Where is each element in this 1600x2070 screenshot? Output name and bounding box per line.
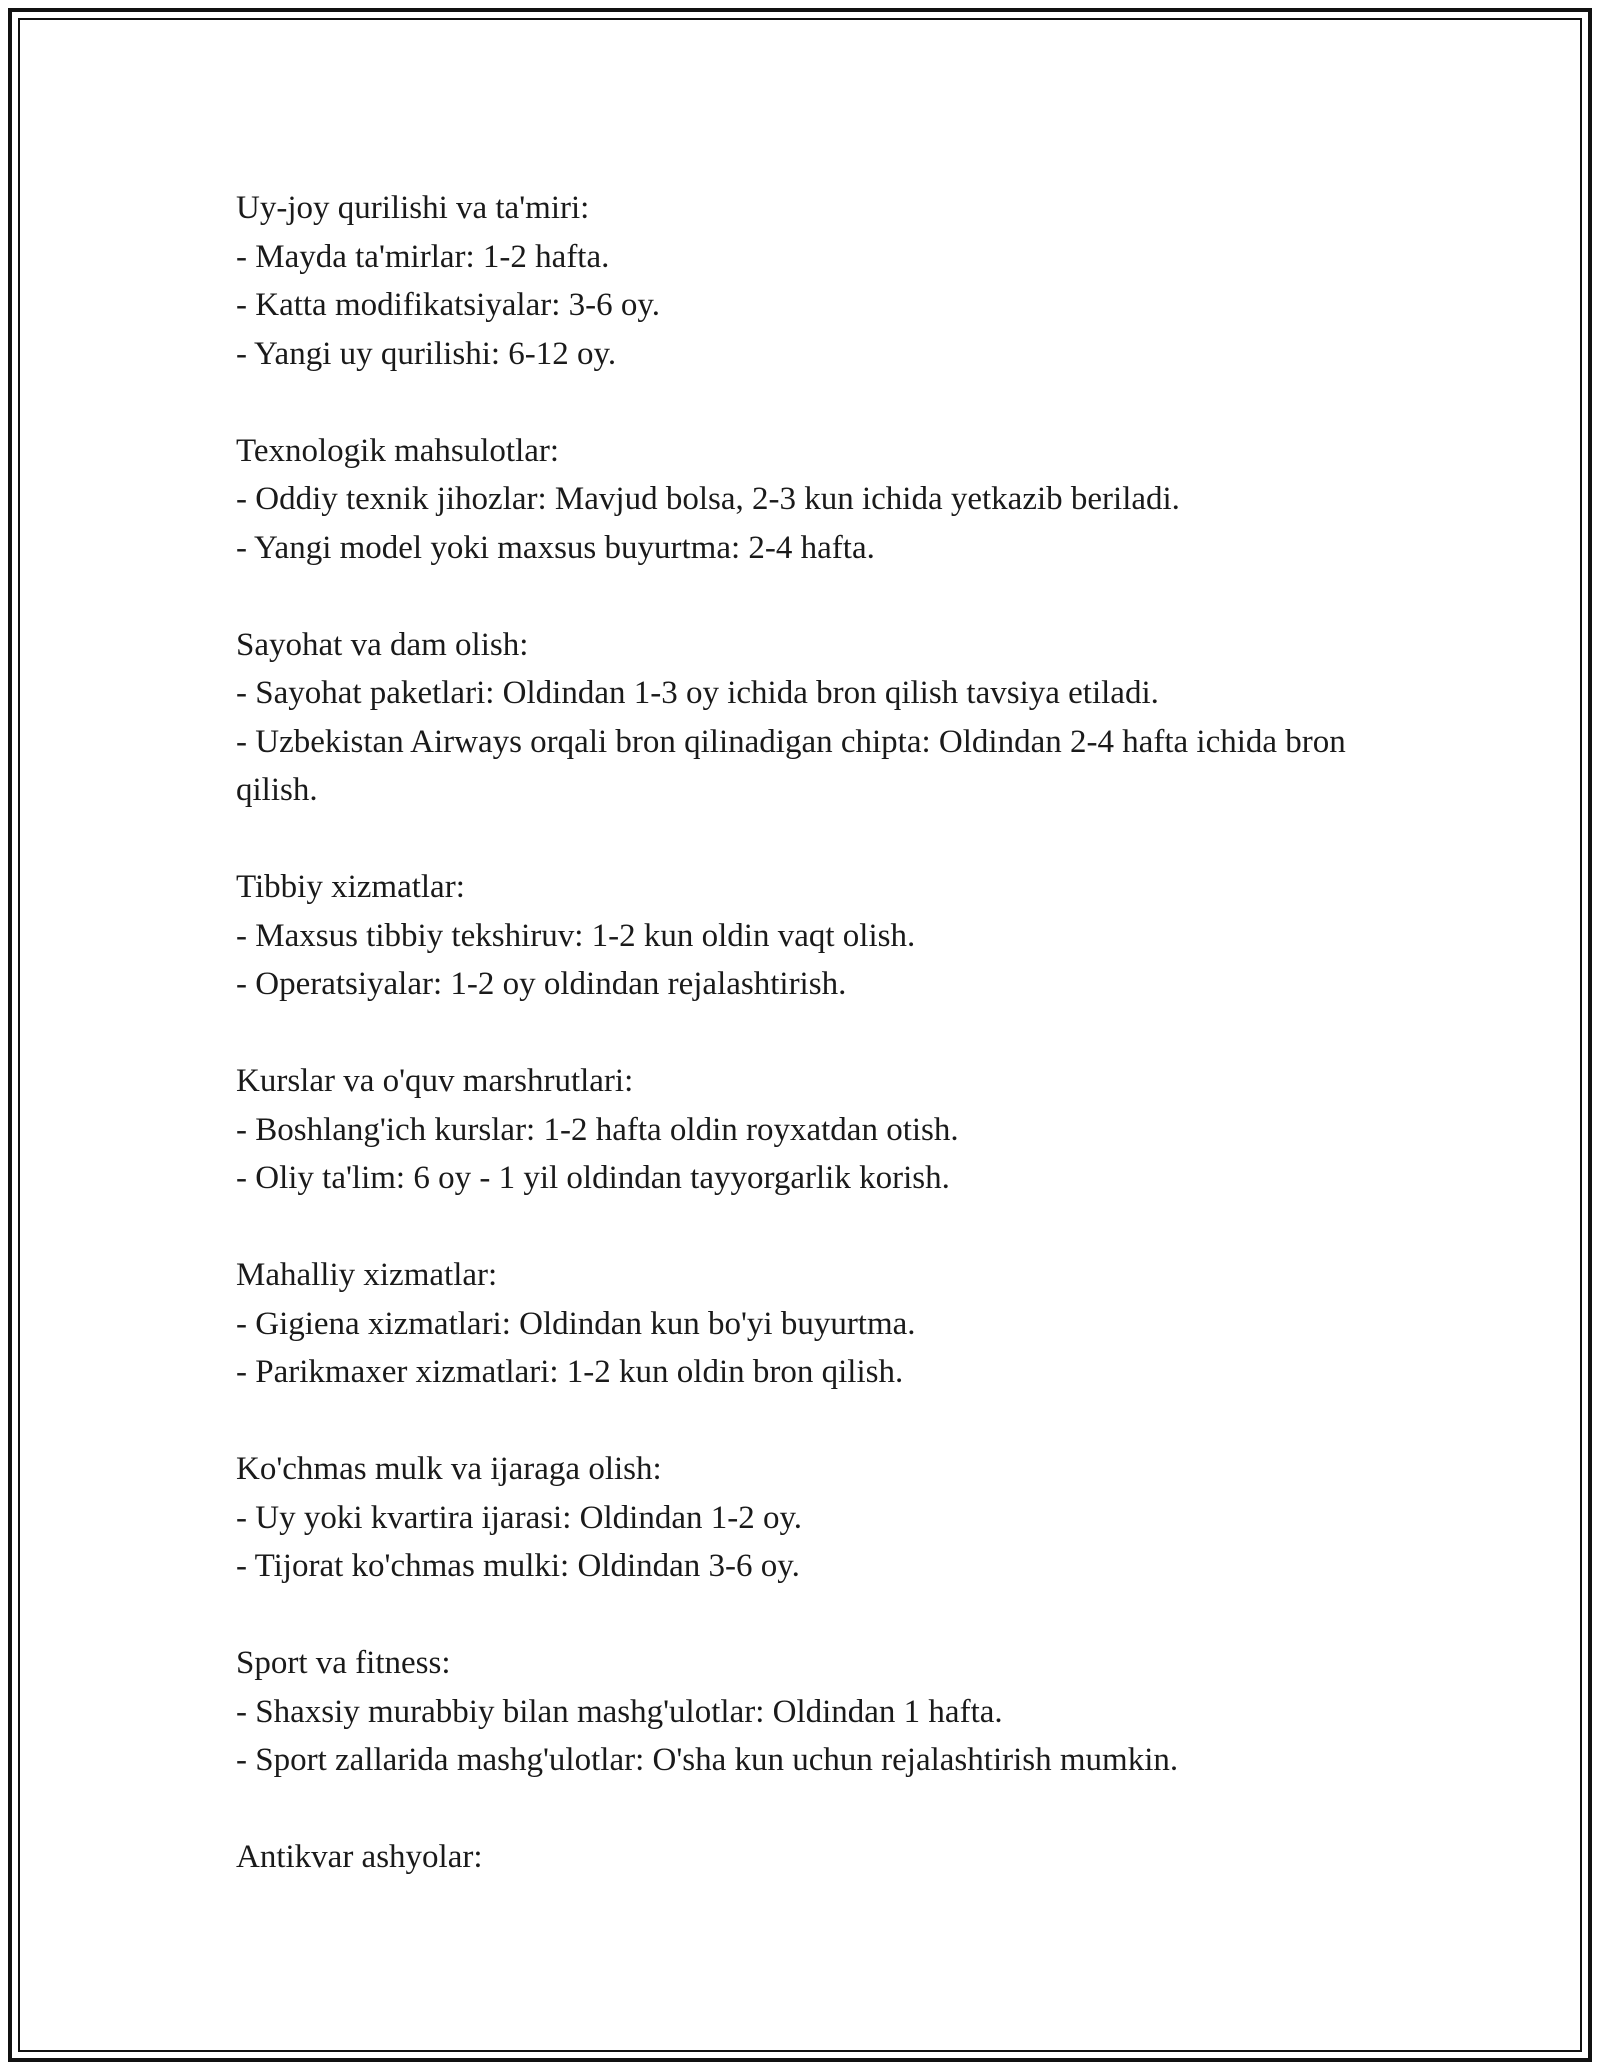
section-sayohat xyxy=(236,621,1416,815)
section-heading: Mahalliy xizmatlar: xyxy=(236,1257,498,1293)
section-heading: Antikvar ashyolar: xyxy=(236,1839,483,1875)
section-heading: Texnologik mahsulotlar: xyxy=(236,432,560,469)
section-line: - Oddiy texnik jihozlar: Mavjud bolsa, 2-3 kun ichida yetkazib beriladi. xyxy=(236,481,1180,517)
section-sport xyxy=(236,1639,1416,1785)
section-heading: Uy-joy qurilishi va ta'miri: xyxy=(236,190,590,226)
section-heading: Sport va fitness: xyxy=(236,1645,451,1681)
section-line: - Sport zallarida mashg'ulotlar: O'sha kun uchun rejalashtirish mumkin. xyxy=(236,1742,1179,1778)
section-heading: Tibbiy xizmatlar: xyxy=(236,869,465,905)
section-texnologik xyxy=(236,427,1416,573)
section-line: - Tijorat ko'chmas mulki: Oldindan 3-6 oy. xyxy=(236,1548,800,1584)
section-line: - Katta modifikatsiyalar: 3-6 oy. xyxy=(236,287,660,323)
section-line: - Gigiena xizmatlari: Oldindan kun bo'yi buyurtma. xyxy=(236,1305,916,1342)
section-line: - Boshlang'ich kurslar: 1-2 hafta oldin royxatdan otish. xyxy=(236,1111,959,1148)
section-kochmas-mulk xyxy=(236,1445,1416,1591)
section-line: - Shaxsiy murabbiy bilan mashg'ulotlar: Oldindan 1 hafta. xyxy=(236,1693,1003,1730)
section-line: - Mayda ta'mirlar: 1-2 hafta. xyxy=(236,238,610,275)
section-heading: Ko'chmas mulk va ijaraga olish: xyxy=(236,1451,662,1487)
section-line: - Operatsiyalar: 1-2 oy oldindan rejalashtirish. xyxy=(236,966,847,1002)
section-kurslar xyxy=(236,1057,1416,1203)
section-heading: Kurslar va o'quv marshrutlari: xyxy=(236,1063,634,1099)
section-line: - Maxsus tibbiy tekshiruv: 1-2 kun oldin vaqt olish. xyxy=(236,917,916,954)
section-uy-joy xyxy=(236,184,1416,378)
section-line: - Uzbekistan Airways orqali bron qilinadigan chipta: Oldindan 2-4 hafta ichida bron qilish. xyxy=(236,723,1355,808)
section-line: - Oliy ta'lim: 6 oy - 1 yil oldindan tayyorgarlik korish. xyxy=(236,1160,950,1196)
section-line: - Yangi model yoki maxsus buyurtma: 2-4 hafta. xyxy=(236,529,875,566)
section-mahalliy xyxy=(236,1251,1416,1397)
section-line: - Yangi uy qurilishi: 6-12 oy. xyxy=(236,335,617,372)
section-antikvar xyxy=(236,1833,1416,1882)
section-tibbiy xyxy=(236,863,1416,1009)
section-line: - Parikmaxer xizmatlari: 1-2 kun oldin bron qilish. xyxy=(236,1354,904,1390)
document-body xyxy=(236,184,1416,1930)
section-line: - Sayohat paketlari: Oldindan 1-3 oy ichida bron qilish tavsiya etiladi. xyxy=(236,675,1159,711)
section-line: - Uy yoki kvartira ijarasi: Oldindan 1-2 oy. xyxy=(236,1499,803,1536)
section-heading: Sayohat va dam olish: xyxy=(236,626,529,663)
